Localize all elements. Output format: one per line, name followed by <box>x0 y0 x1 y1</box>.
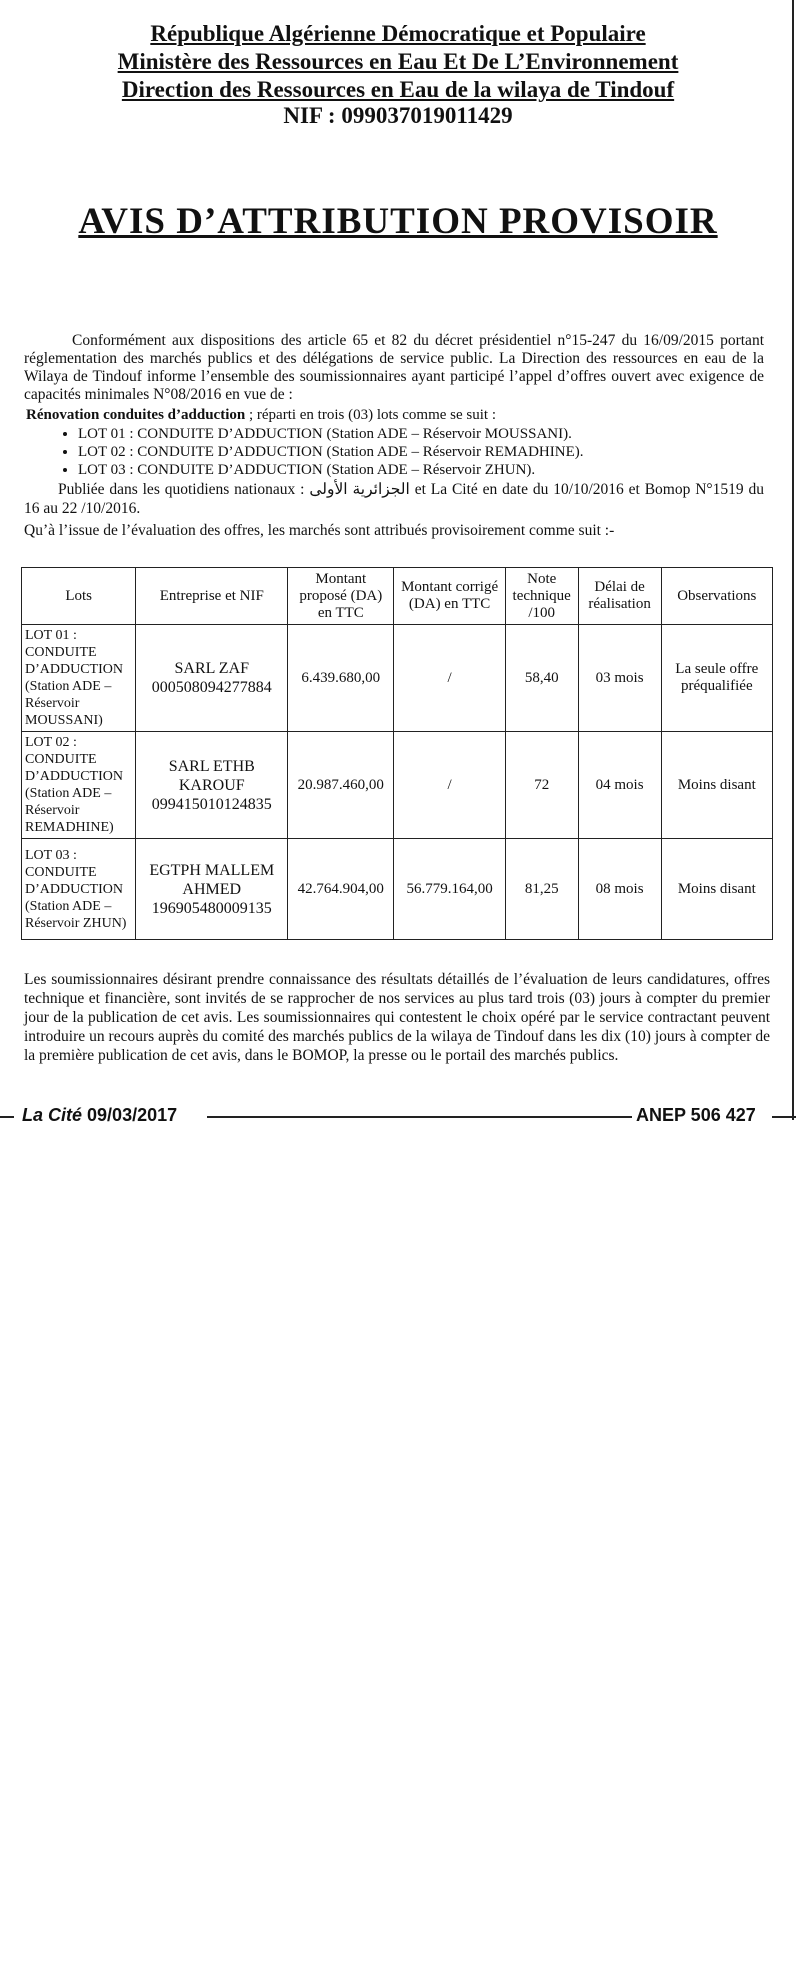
cell-note: 81,25 <box>505 839 578 940</box>
issue-line: Qu’à l’issue de l’évaluation des offres, les marchés sont attribués provisoirement comme suit :- <box>24 522 615 539</box>
entreprise-name: SARL ZAF <box>174 660 250 677</box>
notice-title: AVIS D’ATTRIBUTION PROVISOIR <box>78 201 718 242</box>
cell-montant-propose: 6.439.680,00 <box>288 625 394 732</box>
publication-credit <box>0 1104 796 1128</box>
table-row <box>22 732 773 839</box>
cell-delai: 03 mois <box>578 625 661 732</box>
table-header-row <box>22 568 773 625</box>
entreprise-name: EGTPH MALLEM AHMED <box>149 861 275 898</box>
col-header-entreprise: Entreprise et NIF <box>136 568 288 625</box>
cell-observations: La seule offre préqualifiée <box>661 625 772 732</box>
results-table <box>21 567 773 940</box>
cell-montant-corrige: 56.779.164,00 <box>394 839 505 940</box>
entreprise-nif: 196905480009135 <box>151 899 272 917</box>
credit-rule-left <box>0 1116 14 1118</box>
credit-date: 09/03/2017 <box>87 1105 178 1125</box>
header-nif: NIF : 099037019011429 <box>283 103 513 128</box>
subject-line <box>26 407 496 424</box>
credit-newspaper: La Cité <box>22 1105 83 1125</box>
cell-montant-propose: 20.987.460,00 <box>288 732 394 839</box>
header-ministry: Ministère des Ressources en Eau Et De L’Environnement <box>117 49 679 74</box>
intro-paragraph: Conformément aux dispositions des article 65 et 82 du décret présidentiel n°15-247 du 16/09/2015 portant réglementation des marchés publics et des délégations de service public. La Direction des ressources en eau de la Wilaya de Tindouf informe l’ensemble des soumissionnaires ayant participé l’appel d’offres ouvert avec exigence de capacités minimales N°08/2016 en vue de : <box>24 332 764 403</box>
cell-observations: Moins disant <box>661 839 772 940</box>
credit-reference: ANEP 506 427 <box>636 1105 756 1125</box>
cell-montant-propose: 42.764.904,00 <box>288 839 394 940</box>
col-header-note: Note technique /100 <box>505 568 578 625</box>
header-direction: Direction des Ressources en Eau de la wilaya de Tindouf <box>121 77 675 102</box>
cell-lot: LOT 01 : CONDUITE D’ADDUCTION (Station ADE – Réservoir MOUSSANI) <box>22 625 136 732</box>
list-item: • LOT 01 : CONDUITE D’ADDUCTION (Station ADE – Réservoir MOUSSANI). <box>78 425 584 443</box>
cell-montant-corrige: / <box>394 732 505 839</box>
col-header-observations: Observations <box>661 568 772 625</box>
cell-delai: 08 mois <box>578 839 661 940</box>
entreprise-name: SARL ETHB KAROUF <box>168 757 255 794</box>
credit-rule-middle <box>207 1116 632 1118</box>
table-row <box>22 839 773 940</box>
cell-montant-corrige: / <box>394 625 505 732</box>
cell-note: 72 <box>505 732 578 839</box>
entreprise-nif: 099415010124835 <box>151 795 272 813</box>
col-header-montant-propose: Montant proposé (DA) en TTC <box>288 568 394 625</box>
cell-entreprise <box>136 625 288 732</box>
col-header-lots: Lots <box>22 568 136 625</box>
entreprise-nif: 000508094277884 <box>151 679 272 696</box>
cell-note: 58,40 <box>505 625 578 732</box>
cell-lot: LOT 02 : CONDUITE D’ADDUCTION (Station ADE – Réservoir REMADHINE) <box>22 732 136 839</box>
table-row <box>22 625 773 732</box>
cell-lot: LOT 03 : CONDUITE D’ADDUCTION (Station ADE – Réservoir ZHUN) <box>22 839 136 940</box>
subject-rest: ; réparti en trois (03) lots comme se suit : <box>245 407 496 423</box>
lots-list <box>52 425 584 479</box>
footer-paragraph: Les soumissionnaires désirant prendre connaissance des résultats détaillés de l’évaluation de leurs candidatures, offres technique et financière, sont invités de se rapprocher de nos services au plus tard trois (03) jours à compter du premier jour de la publication de cet avis. Les soumissionnaires qui contestent le choix opéré par le service contractant peuvent introduire un recours auprès du comité des marchés publics de la wilaya de Tindouf dans les dix (10) jours à compter de la première publication de cet avis, dans le BOMOP, la presse ou le portail des marchés publics. <box>24 971 770 1064</box>
cell-delai: 04 mois <box>578 732 661 839</box>
header-republic: République Algérienne Démocratique et Populaire <box>150 21 646 46</box>
col-header-delai: Délai de réalisation <box>578 568 661 625</box>
publication-paragraph: Publiée dans les quotidiens nationaux : الجزائرية الأولى et La Cité en date du 10/10/2016 et Bomop N°1519 du 16 au 22 /10/2016. <box>24 481 764 517</box>
list-item: • LOT 03 : CONDUITE D’ADDUCTION (Station ADE – Réservoir ZHUN). <box>78 461 584 479</box>
subject-bold: Rénovation conduites d’adduction <box>26 407 246 423</box>
list-item: • LOT 02 : CONDUITE D’ADDUCTION (Station ADE – Réservoir REMADHINE). <box>78 443 584 461</box>
cell-entreprise <box>136 732 288 839</box>
credit-source <box>22 1105 177 1126</box>
cell-entreprise <box>136 839 288 940</box>
col-header-montant-corrige: Montant corrigé (DA) en TTC <box>394 568 505 625</box>
cell-observations: Moins disant <box>661 732 772 839</box>
credit-rule-right <box>772 1116 796 1118</box>
